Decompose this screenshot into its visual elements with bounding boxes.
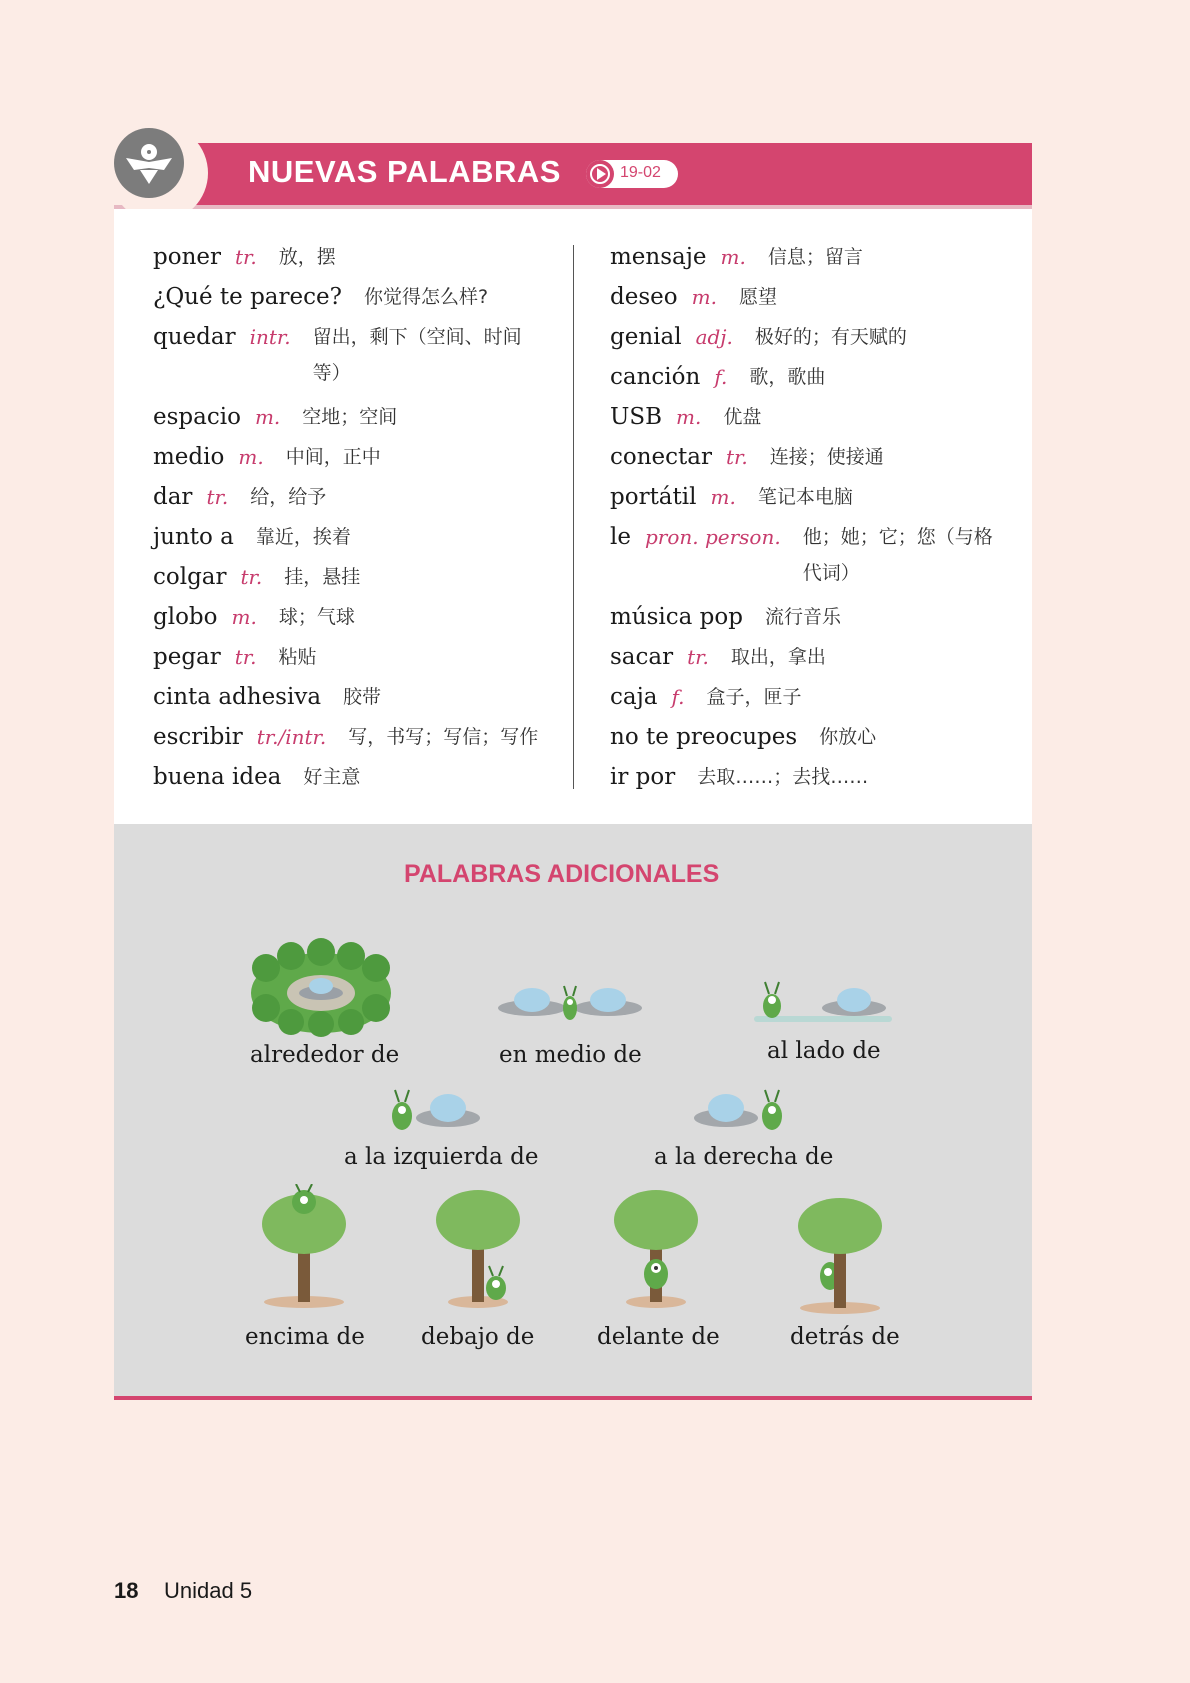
vocab-word: portátil [610,484,697,510]
vocab-pos: tr. [240,565,263,589]
vocab-entry [610,597,1010,637]
vocab-entry [153,397,553,437]
vocab-pos: f. [714,365,728,389]
vocab-meaning: 给，给予 [250,486,327,508]
alien-behind-tree-icon [794,1196,886,1316]
vocab-pos: pron. person. [644,525,781,549]
vocab-entry [153,637,553,677]
vocab-word: medio [153,444,225,470]
position-label: encima de [245,1324,365,1350]
vocab-meaning: 流行音乐 [764,606,841,628]
vocab-meaning: 你觉得怎么样? [363,286,489,308]
vocab-word: pegar [153,644,221,670]
vocab-word: quedar [153,324,236,350]
vocab-pos: intr. [249,325,291,349]
vocab-pos: m. [691,285,717,309]
vocab-entry [610,477,1010,517]
vocab-meaning: 你放心 [819,726,877,748]
column-divider [573,245,574,789]
page-section-title: NUEVAS PALABRAS [248,154,561,189]
vocab-pos: f. [671,685,685,709]
vocab-word: dar [153,484,193,510]
vocab-meaning: 空地；空间 [302,406,398,428]
position-label: a la derecha de [654,1144,834,1170]
vocab-meaning: 放，摆 [278,246,336,268]
audio-track-badge[interactable] [586,160,678,188]
vocab-pos: tr. [206,485,229,509]
ufo-in-forest-icon [246,938,396,1038]
play-circle-icon[interactable] [586,160,614,188]
vocab-meaning: 球；气球 [278,606,355,628]
vocab-meaning: 极好的；有天赋的 [754,326,907,348]
vocab-meaning: 中间，正中 [285,446,381,468]
position-label: detrás de [790,1324,900,1350]
vocab-word: canción [610,364,701,390]
vocab-entry [610,277,1010,317]
position-label: debajo de [421,1324,535,1350]
vocab-meaning: 连接；使接通 [769,446,884,468]
vocab-meaning: 歌，歌曲 [749,366,826,388]
vocab-entry [153,277,553,317]
vocab-word: deseo [610,284,678,310]
vocab-pos: m. [676,405,702,429]
vocab-pos: m. [254,405,281,429]
vocab-word: globo [153,604,218,630]
vocab-meaning: 他；她；它；您（与格代词） [802,526,993,584]
vocab-word: genial [610,324,682,350]
position-label: al lado de [767,1038,881,1064]
vocab-word: escribir [153,724,243,750]
vocab-word: conectar [610,444,712,470]
vocab-meaning: 优盘 [723,406,762,428]
vocab-entry [610,717,1010,757]
vocab-meaning: 信息；留言 [767,246,863,268]
position-label: en medio de [499,1042,642,1068]
alien-in-front-of-tree-icon [610,1190,702,1310]
vocab-pos: tr. [725,445,748,469]
vocab-pos: m. [231,605,257,629]
position-label: a la izquierda de [344,1144,539,1170]
vocab-meaning: 取出，拿出 [730,646,826,668]
vocab-entry [153,517,553,557]
vocab-column-right [610,237,1010,797]
vocab-word: junto a [153,524,234,550]
vocab-meaning: 胶带 [343,686,382,708]
vocab-meaning: 写，书写；写信；写作 [348,726,539,748]
vocab-meaning: 笔记本电脑 [757,486,853,508]
additional-words-panel [114,824,1032,1397]
vocab-word: ¿Qué te parece? [153,284,342,310]
vocab-word: mensaje [610,244,707,270]
vocab-word: música pop [610,604,743,630]
vocab-entry [610,757,1010,797]
vocab-meaning: 挂，悬挂 [284,566,361,588]
audio-track-code: 19-02 [620,164,661,181]
vocab-entry [610,637,1010,677]
vocab-word: no te preocupes [610,724,798,750]
alien-right-of-ufo-icon [692,1084,786,1140]
panel-bottom-line [114,1396,1032,1400]
vocab-meaning: 靠近，挨着 [255,526,351,548]
vocab-entry [610,437,1010,477]
vocab-pos: m. [720,245,746,269]
vocab-entry [610,397,1010,437]
vocab-meaning: 盒子，匣子 [706,686,802,708]
vocab-entry [153,717,553,757]
additional-words-title: PALABRAS ADICIONALES [404,860,720,888]
vocab-meaning: 粘贴 [278,646,317,668]
vocab-entry [610,357,1010,397]
alien-on-tree-icon [258,1184,350,1310]
bird-logo-icon [114,128,184,198]
alien-under-tree-icon [432,1190,524,1310]
alien-between-ufos-icon [496,978,644,1028]
position-label: delante de [597,1324,720,1350]
vocab-word: espacio [153,404,241,430]
position-label: alrededor de [250,1042,400,1068]
vocab-pos: adj. [695,325,733,349]
vocab-word: caja [610,684,658,710]
vocab-meaning: 愿望 [738,286,777,308]
vocab-entry [610,317,1010,357]
vocab-pos: tr./intr. [256,725,327,749]
alien-left-of-ufo-icon [388,1084,482,1140]
vocab-word: buena idea [153,764,282,790]
vocab-word: cinta adhesiva [153,684,322,710]
vocab-entry [610,237,1010,277]
vocab-pos: tr. [234,645,257,669]
vocab-pos: m. [710,485,736,509]
vocab-entry [153,477,553,517]
vocab-pos: m. [238,445,264,469]
vocab-entry [153,757,553,797]
vocab-entry [610,677,1010,717]
vocab-meaning: 好主意 [303,766,361,788]
vocab-meaning: 去取……；去找…… [697,766,869,788]
vocab-word: colgar [153,564,227,590]
vocab-entry [153,317,553,397]
vocab-word: le [610,524,631,550]
vocab-pos: tr. [687,645,709,669]
vocab-word: sacar [610,644,674,670]
vocab-word: ir por [610,764,676,790]
unit-label: Unidad 5 [164,1578,253,1603]
vocab-entry [153,237,553,277]
vocab-word: USB [610,404,663,430]
vocab-entry [153,677,553,717]
alien-beside-ufo-icon [754,978,892,1028]
vocab-pos: tr. [235,245,257,269]
vocab-column-left [153,237,553,797]
vocab-entry [153,557,553,597]
vocab-entry [610,517,1010,597]
vocab-word: poner [153,244,221,270]
vocab-entry [153,437,553,477]
vocab-meaning: 留出，剩下（空间、时间等） [312,326,522,384]
vocab-entry [153,597,553,637]
page-number: 18 [114,1578,139,1603]
